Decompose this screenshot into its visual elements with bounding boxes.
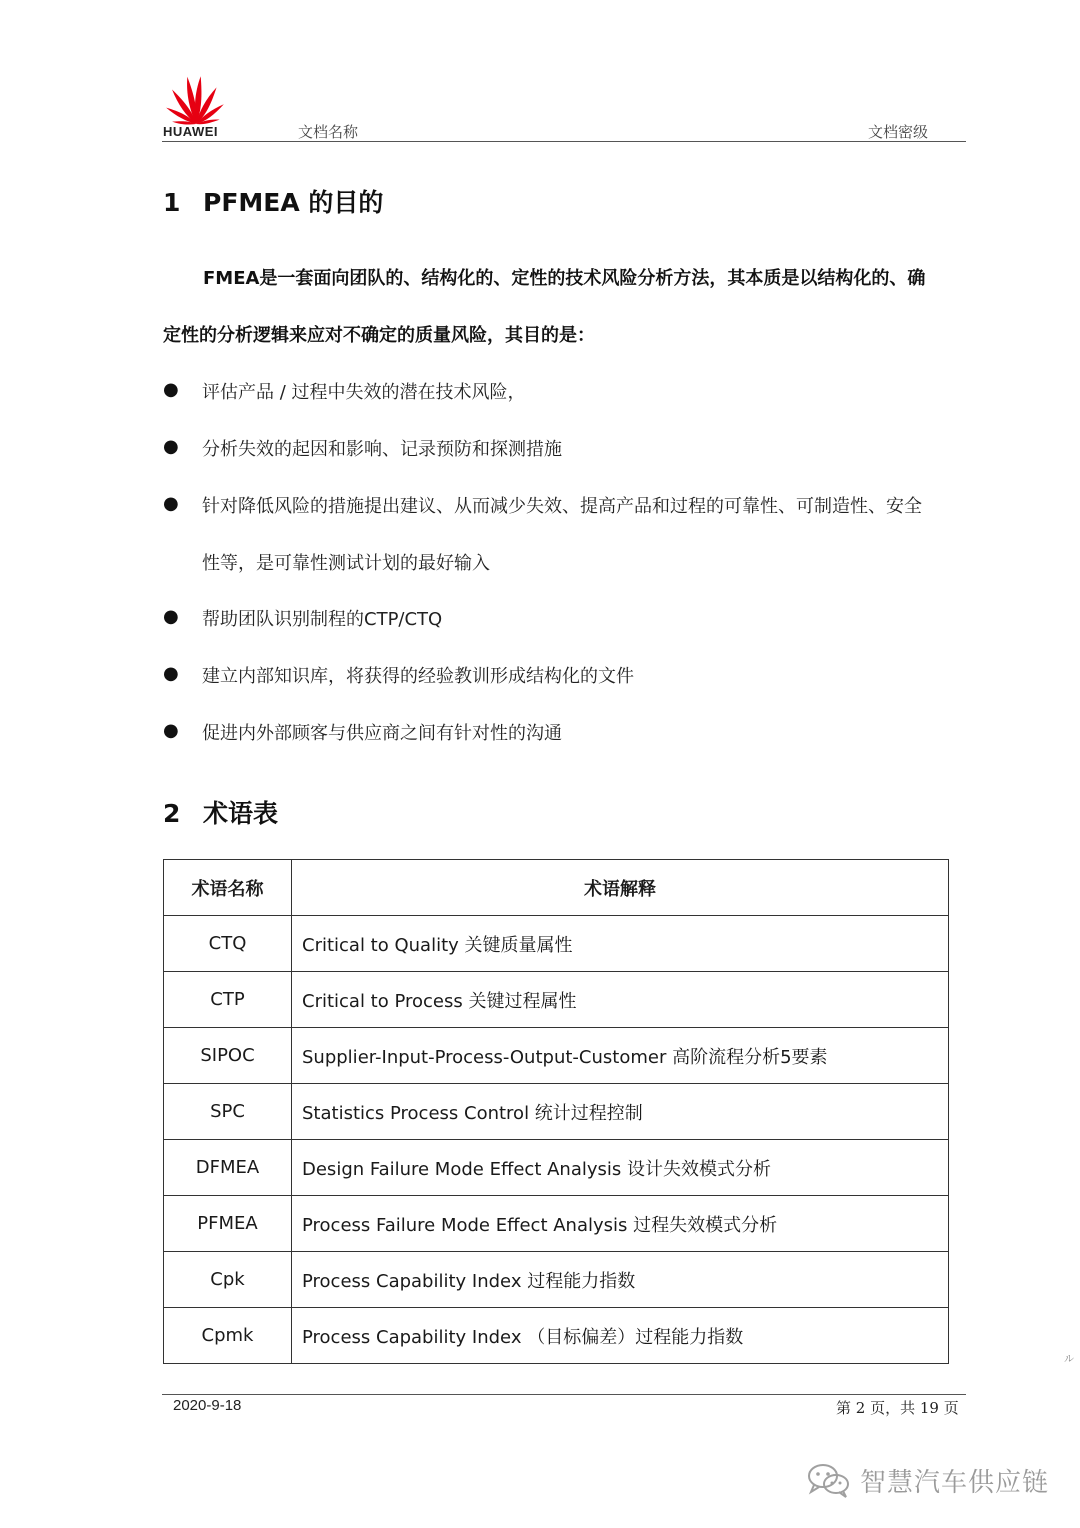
table-row: [164, 1196, 949, 1252]
section1-title: PFMEA 的目的: [203, 188, 384, 217]
table-row: [164, 1252, 949, 1308]
watermark-text: 智慧汽车供应链: [860, 1467, 1050, 1498]
bullet-item: 建立内部知识库，将获得的经验教训形成结构化的文件: [202, 666, 634, 687]
header-doc-level: 文档密级: [868, 123, 929, 141]
watermark: [806, 1458, 1049, 1502]
term-cell: CTP: [164, 972, 292, 1028]
bullet-item-continued: 性等，是可靠性测试计划的最好输入: [202, 553, 490, 574]
section2-number: 2: [163, 799, 181, 828]
bullet-item: 针对降低风险的措施提出建议、从而减少失效、提高产品和过程的可靠性、可制造性、安全: [202, 496, 922, 517]
term-cell: Cpmk: [164, 1308, 292, 1364]
footer-divider: [162, 1394, 966, 1395]
section1-number: 1: [163, 188, 181, 217]
footer-date: 2020-9-18: [173, 1397, 242, 1414]
desc-cell: Process Capability Index 过程能力指数: [292, 1252, 949, 1308]
desc-cell: Critical to Process 关键过程属性: [292, 972, 949, 1028]
desc-cell: Supplier-Input-Process-Output-Customer 高阶流程分析5要素: [292, 1028, 949, 1084]
table-row: [164, 972, 949, 1028]
section2-heading: [163, 794, 278, 830]
header-doc-name: 文档名称: [298, 123, 359, 141]
table-header-row: [164, 860, 949, 916]
term-cell: Cpk: [164, 1252, 292, 1308]
desc-cell: Process Failure Mode Effect Analysis 过程失效模式分析: [292, 1196, 949, 1252]
logo-wordmark: HUAWEI: [163, 124, 218, 139]
bullet-dot-icon: ●: [163, 493, 179, 514]
bullet-dot-icon: ●: [163, 379, 179, 400]
desc-cell: Process Capability Index （目标偏差）过程能力指数: [292, 1308, 949, 1364]
section2-title: 术语表: [203, 799, 279, 828]
desc-cell: Statistics Process Control 统计过程控制: [292, 1084, 949, 1140]
section1-heading: [163, 183, 383, 219]
bullet-dot-icon: ●: [163, 436, 179, 457]
intro-line-1: FMEA是一套面向团队的、结构化的、定性的技术风险分析方法，其本质是以结构化的、确: [203, 268, 926, 289]
table-row: [164, 916, 949, 972]
bullet-dot-icon: ●: [163, 720, 179, 741]
desc-cell: Critical to Quality 关键质量属性: [292, 916, 949, 972]
table-row: [164, 1140, 949, 1196]
term-cell: SIPOC: [164, 1028, 292, 1084]
table-row: [164, 1308, 949, 1364]
table-row: [164, 1084, 949, 1140]
bullet-item: 评估产品 / 过程中失效的潜在技术风险，: [202, 382, 526, 403]
intro-line-2: 定性的分析逻辑来应对不确定的质量风险，其目的是：: [163, 325, 595, 346]
column-header-term: 术语名称: [164, 860, 292, 916]
table-row: [164, 1028, 949, 1084]
term-cell: SPC: [164, 1084, 292, 1140]
column-header-desc: 术语解释: [292, 860, 949, 916]
glossary-table: [163, 859, 949, 1364]
bullet-item: 分析失效的起因和影响、记录预防和探测措施: [202, 439, 562, 460]
bullet-item: 促进内外部顾客与供应商之间有针对性的沟通: [202, 723, 562, 744]
term-cell: PFMEA: [164, 1196, 292, 1252]
bullet-dot-icon: ●: [163, 663, 179, 684]
wechat-icon: [806, 1461, 852, 1499]
footer-page-number: 第 2 页，共 19 页: [836, 1399, 959, 1417]
term-cell: DFMEA: [164, 1140, 292, 1196]
header-divider: [162, 141, 966, 142]
term-cell: CTQ: [164, 916, 292, 972]
edge-mark: ル: [1064, 1354, 1074, 1365]
desc-cell: Design Failure Mode Effect Analysis 设计失效模式分析: [292, 1140, 949, 1196]
bullet-item: 帮助团队识别制程的CTP/CTQ: [202, 609, 443, 630]
bullet-dot-icon: ●: [163, 606, 179, 627]
